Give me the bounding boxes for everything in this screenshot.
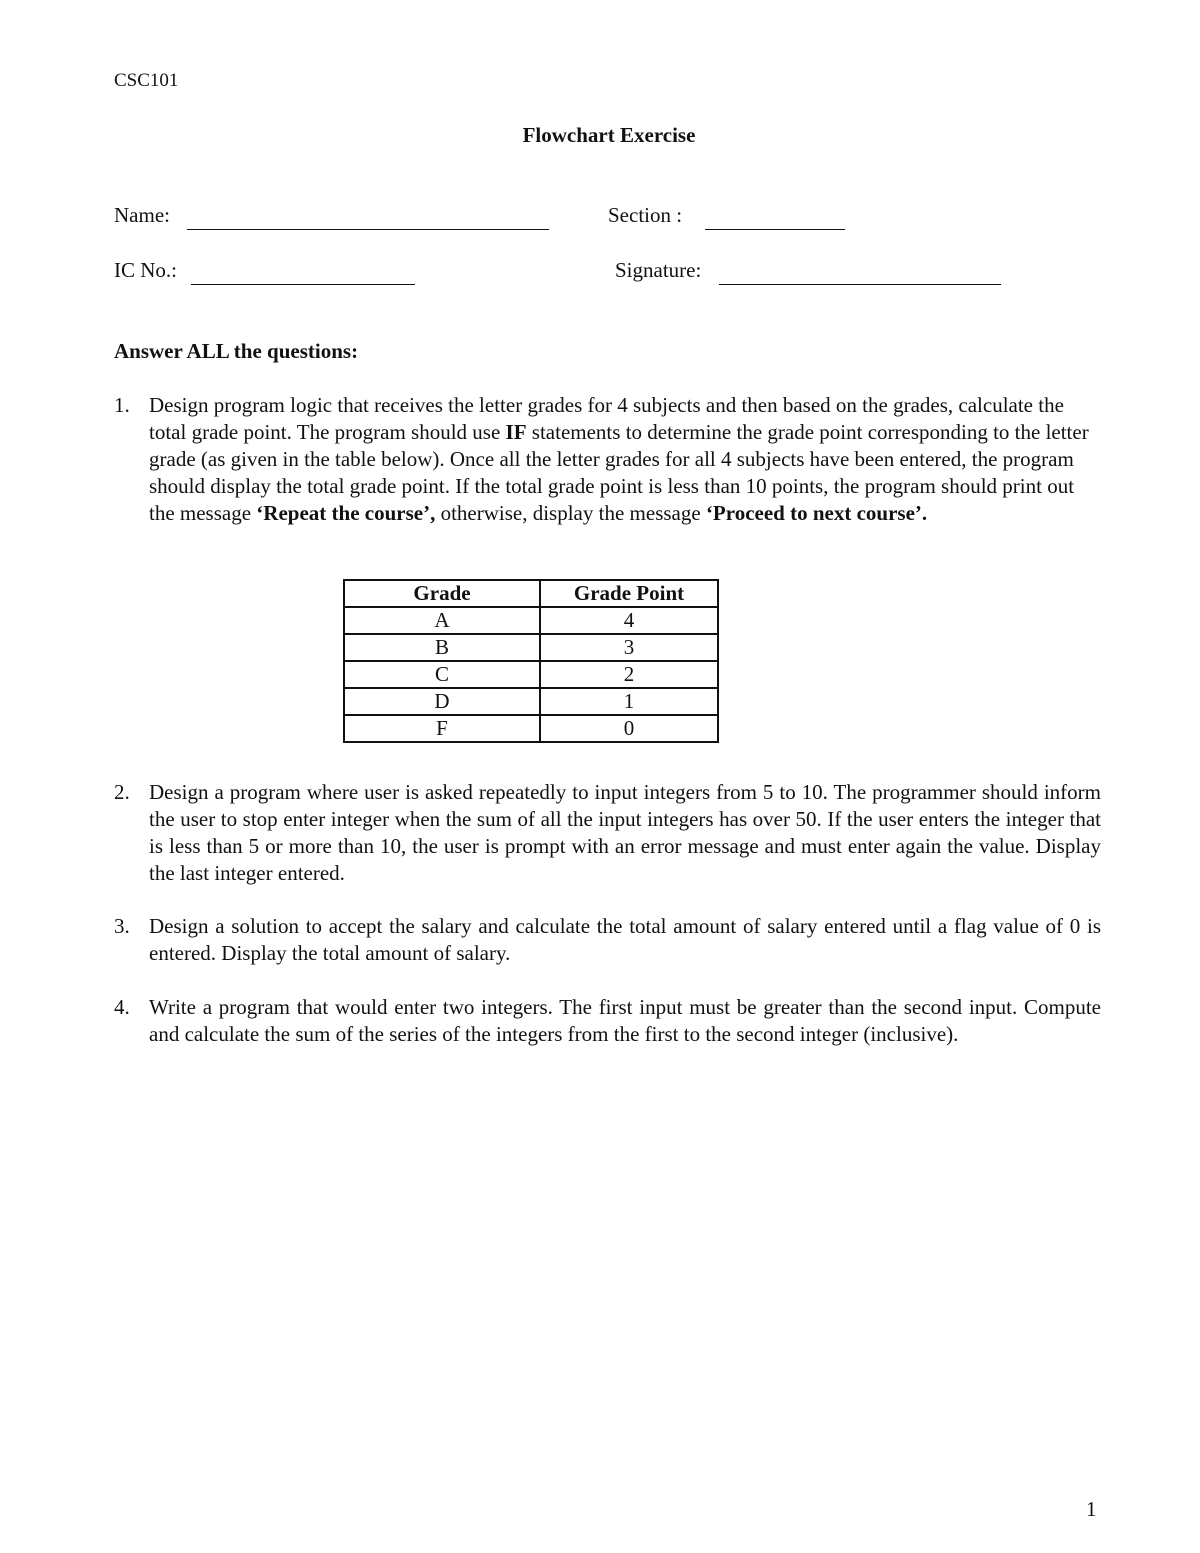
table-header-grade-point: Grade Point (540, 580, 718, 607)
course-code: CSC101 (114, 70, 179, 91)
table-row (344, 634, 718, 661)
table-cell-grade-point: 3 (540, 634, 718, 661)
page-title: Flowchart Exercise (522, 123, 696, 147)
question-number: 4. (114, 995, 130, 1019)
question-number: 1. (114, 393, 130, 417)
table-cell-grade: F (344, 715, 540, 742)
table-row (344, 715, 718, 742)
table-cell-grade: A (344, 607, 540, 634)
question-text: Design a program where user is asked repeatedly to input integers from 5 to 10. The programmer should inform the user to stop enter integer when the sum of all the input integers has over 50. If the user enters the integer that is less than 5 or more than 10, the user is prompt with an error message and must enter again the value. Display the last integer entered. (149, 780, 1101, 885)
table-cell-grade-point: 0 (540, 715, 718, 742)
question-number: 3. (114, 914, 130, 938)
page-number: 1 (1086, 1497, 1097, 1521)
table-cell-grade-point: 2 (540, 661, 718, 688)
name-blank-line[interactable] (187, 229, 549, 230)
signature-blank-line[interactable] (719, 284, 1001, 285)
table-cell-grade-point: 4 (540, 607, 718, 634)
table-row (344, 661, 718, 688)
grade-table (343, 579, 719, 743)
table-cell-grade: D (344, 688, 540, 715)
table-cell-grade: C (344, 661, 540, 688)
section-label: Section : (608, 203, 683, 227)
signature-label: Signature: (615, 258, 702, 282)
question-number: 2. (114, 780, 130, 804)
question-text: Design a solution to accept the salary and calculate the total amount of salary entered until a flag value of 0 is entered. Display the total amount of salary. (149, 914, 1101, 965)
table-header-grade: Grade (344, 580, 540, 607)
question-text: Design program logic that receives the letter grades for 4 subjects and then based on the grades, calculate the total grade point. The program should use IF statements to determine the grade point corresponding to the letter grade (as given in the table below). Once all the letter grades for all 4 subjects have been entered, the program should display the total grade point. If the total grade point is less than 10 points, the program should print out the message ‘Repeat the course’, otherwise, display the message ‘Proceed to next course’. (149, 393, 1089, 525)
table-cell-grade: B (344, 634, 540, 661)
name-label: Name: (114, 203, 170, 227)
instruction-heading: Answer ALL the questions: (114, 339, 359, 363)
table-header-row (344, 580, 718, 607)
question-3 (114, 913, 1101, 967)
question-4 (114, 994, 1101, 1048)
ic-number-blank-line[interactable] (191, 284, 415, 285)
section-blank-line[interactable] (705, 229, 845, 230)
ic-number-label: IC No.: (114, 258, 177, 282)
table-row (344, 688, 718, 715)
table-cell-grade-point: 1 (540, 688, 718, 715)
question-text: Write a program that would enter two integers. The first input must be greater than the second input. Compute and calculate the sum of the series of the integers from the first to the second integer (inclusive). (149, 995, 1101, 1046)
question-2 (114, 779, 1101, 887)
table-row (344, 607, 718, 634)
question-1 (114, 392, 1101, 527)
